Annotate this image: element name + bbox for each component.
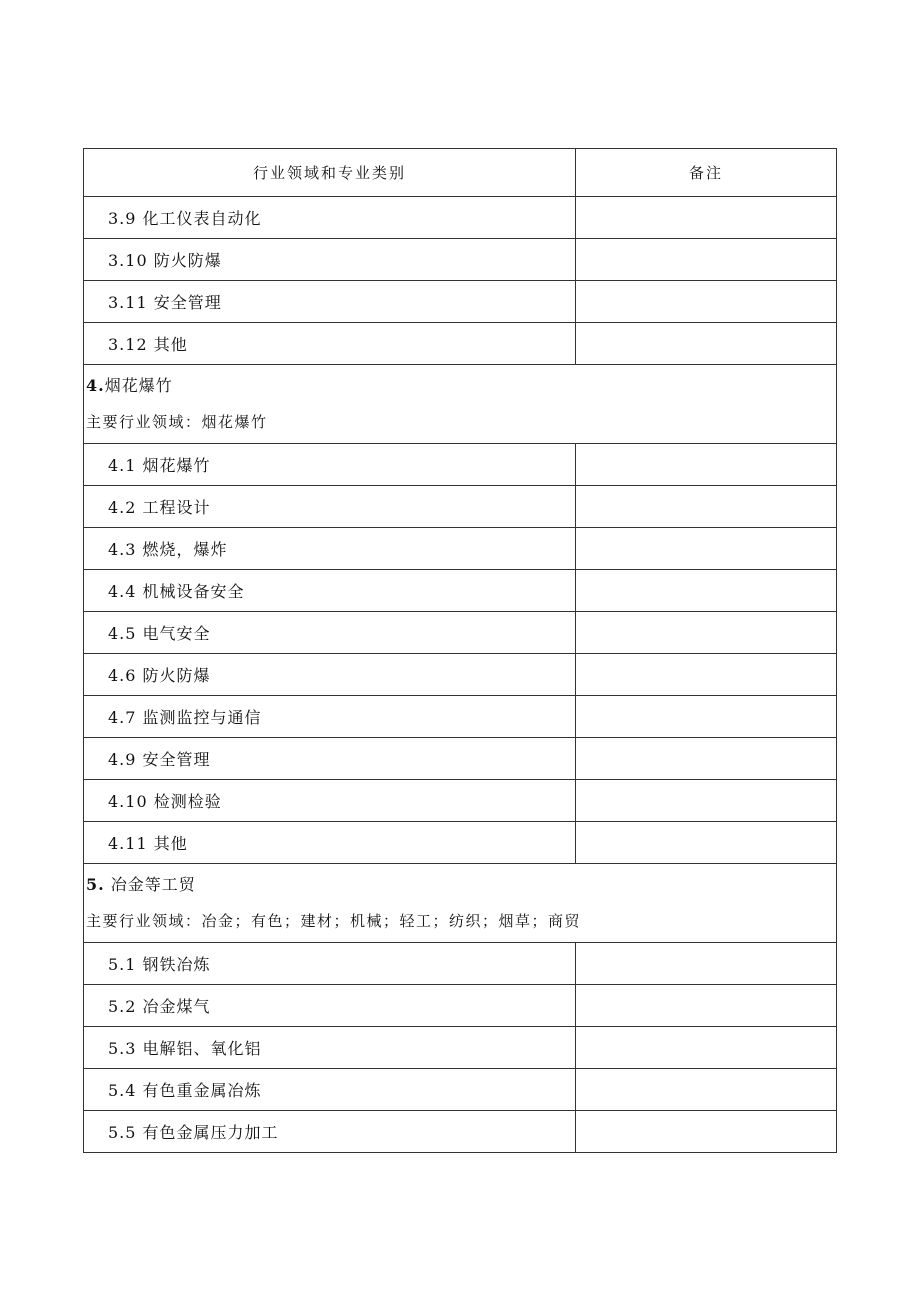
section-number: 4. xyxy=(86,376,105,395)
item-label: 4.9 安全管理 xyxy=(84,738,576,780)
table-row xyxy=(84,444,837,486)
item-label: 5.4 有色重金属冶炼 xyxy=(84,1069,576,1111)
table-row xyxy=(84,612,837,654)
item-note[interactable] xyxy=(576,985,837,1027)
section-heading xyxy=(84,864,837,943)
item-note[interactable] xyxy=(576,239,837,281)
item-label: 5.5 有色金属压力加工 xyxy=(84,1111,576,1153)
item-label: 4.2 工程设计 xyxy=(84,486,576,528)
section-heading-row xyxy=(84,864,837,943)
item-label: 4.3 燃烧，爆炸 xyxy=(84,528,576,570)
table-row xyxy=(84,239,837,281)
header-remarks: 备注 xyxy=(576,149,837,197)
table-row xyxy=(84,985,837,1027)
table-row xyxy=(84,1111,837,1153)
table-row xyxy=(84,197,837,239)
item-note[interactable] xyxy=(576,323,837,365)
item-note[interactable] xyxy=(576,1027,837,1069)
item-note[interactable] xyxy=(576,780,837,822)
section-subtitle: 主要行业领域：烟花爆竹 xyxy=(86,413,268,431)
table-row xyxy=(84,696,837,738)
header-category: 行业领域和专业类别 xyxy=(84,149,576,197)
item-label: 3.10 防火防爆 xyxy=(84,239,576,281)
item-label: 5.3 电解铝、氧化铝 xyxy=(84,1027,576,1069)
table-row xyxy=(84,486,837,528)
category-table xyxy=(83,148,837,1153)
item-note[interactable] xyxy=(576,444,837,486)
item-note[interactable] xyxy=(576,738,837,780)
table-row xyxy=(84,528,837,570)
section-heading-row xyxy=(84,365,837,444)
item-label: 3.12 其他 xyxy=(84,323,576,365)
item-note[interactable] xyxy=(576,528,837,570)
section-number: 5. xyxy=(86,875,105,894)
item-label: 4.10 检测检验 xyxy=(84,780,576,822)
table-row xyxy=(84,822,837,864)
table-row xyxy=(84,323,837,365)
table-row xyxy=(84,738,837,780)
item-label: 4.6 防火防爆 xyxy=(84,654,576,696)
table-row xyxy=(84,570,837,612)
section-title-text: 冶金等工贸 xyxy=(110,875,196,894)
table-header-row xyxy=(84,149,837,197)
item-note[interactable] xyxy=(576,197,837,239)
item-note[interactable] xyxy=(576,822,837,864)
table-row xyxy=(84,780,837,822)
item-label: 4.11 其他 xyxy=(84,822,576,864)
item-note[interactable] xyxy=(576,1069,837,1111)
item-label: 5.1 钢铁冶炼 xyxy=(84,943,576,985)
item-note[interactable] xyxy=(576,943,837,985)
item-label: 4.5 电气安全 xyxy=(84,612,576,654)
item-label: 3.11 安全管理 xyxy=(84,281,576,323)
item-note[interactable] xyxy=(576,612,837,654)
item-note[interactable] xyxy=(576,654,837,696)
item-label: 4.7 监测监控与通信 xyxy=(84,696,576,738)
item-label: 3.9 化工仪表自动化 xyxy=(84,197,576,239)
table-row xyxy=(84,1027,837,1069)
item-note[interactable] xyxy=(576,281,837,323)
item-note[interactable] xyxy=(576,570,837,612)
item-note[interactable] xyxy=(576,486,837,528)
section-subtitle: 主要行业领域：冶金；有色；建材；机械；轻工；纺织；烟草；商贸 xyxy=(86,912,582,930)
table-row xyxy=(84,281,837,323)
item-label: 4.4 机械设备安全 xyxy=(84,570,576,612)
table-row xyxy=(84,654,837,696)
item-label: 4.1 烟花爆竹 xyxy=(84,444,576,486)
item-note[interactable] xyxy=(576,696,837,738)
section-title xyxy=(84,368,836,404)
section-heading xyxy=(84,365,837,444)
section-title-text: 烟花爆竹 xyxy=(104,376,173,395)
item-note[interactable] xyxy=(576,1111,837,1153)
item-label: 5.2 冶金煤气 xyxy=(84,985,576,1027)
table-row xyxy=(84,1069,837,1111)
table-row xyxy=(84,943,837,985)
section-title xyxy=(84,867,836,903)
